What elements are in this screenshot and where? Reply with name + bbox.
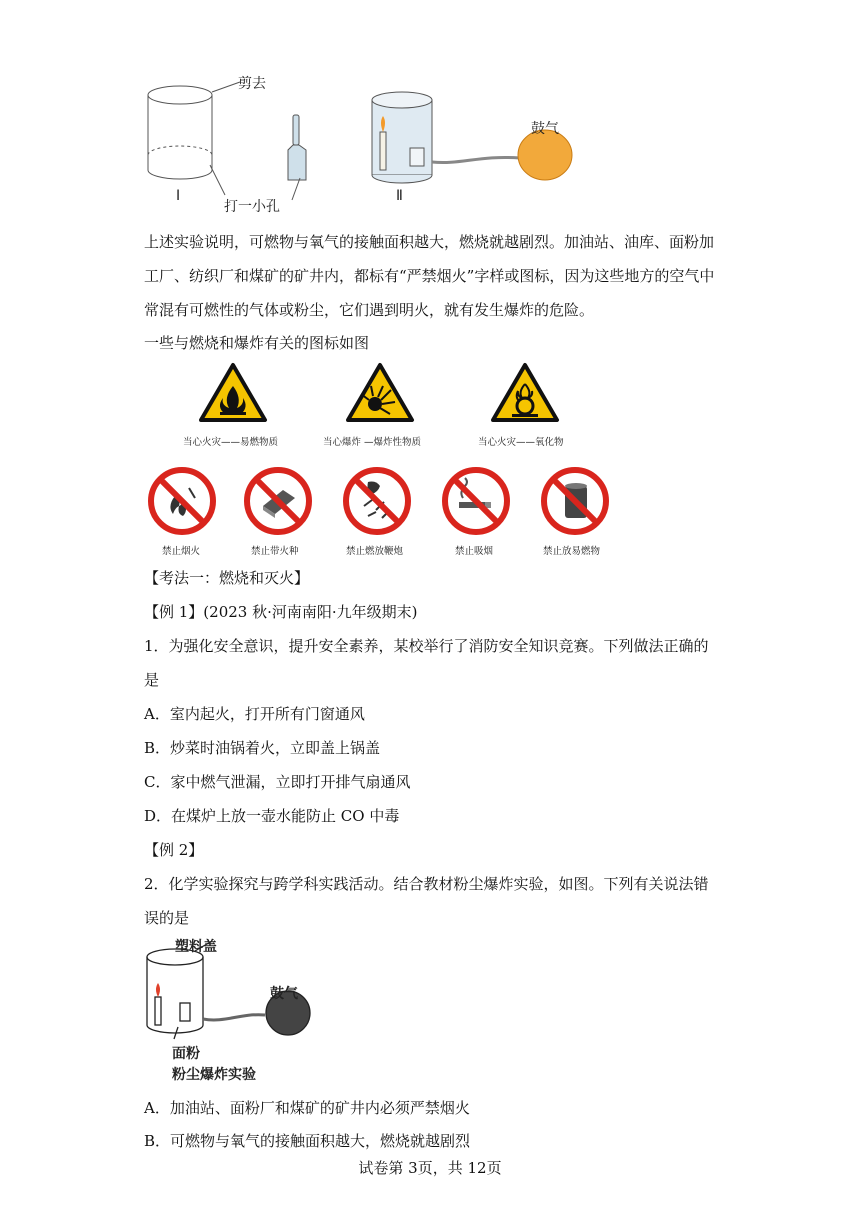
dust-explosion-figure xyxy=(140,935,330,1075)
label-i: Ⅰ xyxy=(176,188,181,204)
label-blow: 鼓气 xyxy=(531,121,559,137)
experiment-figure-1 xyxy=(140,70,600,215)
no-matches-icon xyxy=(243,466,313,536)
label-cut: 剪去 xyxy=(238,76,266,92)
no-smoking-icon xyxy=(441,466,511,536)
example1-option-c: C．家中燃气泄漏，立即打开排气扇通风 xyxy=(144,773,411,791)
prohibit-caption-3: 禁止燃放鞭炮 xyxy=(346,546,404,557)
dust-explosion-caption: 粉尘爆炸实验 xyxy=(172,1067,256,1083)
example1-option-a: A．室内起火，打开所有门窗通风 xyxy=(144,705,365,723)
label-plastic-lid: 塑料盖 xyxy=(175,939,217,955)
warning-sign-explosive xyxy=(345,362,415,428)
cut-bottle xyxy=(288,115,306,200)
label-hole: 打一小孔 xyxy=(224,199,280,215)
example1-option-b: B．炒菜时油锅着火，立即盖上锅盖 xyxy=(144,739,381,757)
label-flour: 面粉 xyxy=(172,1046,200,1062)
example1-question-line2: 是 xyxy=(144,671,160,689)
example2-option-a: A．加油站、面粉厂和煤矿的矿井内必须严禁烟火 xyxy=(144,1099,470,1117)
no-flammables-icon xyxy=(540,466,610,536)
example2-header: 【例 2】 xyxy=(144,841,204,859)
example1-option-d: D．在煤炉上放一壶水能防止 CO 中毒 xyxy=(144,807,400,825)
warning-sign-oxidizer xyxy=(490,362,560,428)
no-fire-icon xyxy=(147,466,217,536)
apparatus-drawing xyxy=(140,70,600,215)
example2-option-b: B．可燃物与氧气的接触面积越大，燃烧就越剧烈 xyxy=(144,1132,471,1150)
flammable-icon xyxy=(198,362,268,424)
dust-explosion-apparatus xyxy=(140,935,330,1045)
prohibit-caption-5: 禁止放易燃物 xyxy=(543,546,601,557)
section-title: 【考法一：燃烧和灭火】 xyxy=(144,569,310,587)
warning-sign-flammable xyxy=(198,362,268,428)
prohibit-sign-firecrackers xyxy=(342,466,412,540)
oxidizer-icon xyxy=(490,362,560,424)
example2-question-line2: 误的是 xyxy=(144,909,190,927)
page-footer: 试卷第 3页，共 12页 xyxy=(358,1159,502,1177)
prohibit-sign-fire xyxy=(147,466,217,540)
signs-intro: 一些与燃烧和爆炸有关的图标如图 xyxy=(144,334,370,352)
example2-question-line1: 2．化学实验探究与跨学科实践活动。结合教材粉尘爆炸实验，如图。下列有关说法错 xyxy=(144,875,709,893)
warning-caption-3: 当心火灾——氧化物 xyxy=(478,437,564,448)
warning-caption-1: 当心火灾——易燃物质 xyxy=(183,437,279,448)
prohibit-sign-smoking xyxy=(441,466,511,540)
prohibit-caption-1: 禁止烟火 xyxy=(162,546,201,557)
prohibit-sign-flammables xyxy=(540,466,610,540)
example1-question-line1: 1．为强化安全意识，提升安全素养，某校举行了消防安全知识竞赛。下列做法正确的 xyxy=(144,637,709,655)
example1-header: 【例 1】(2023 秋·河南南阳·九年级期末) xyxy=(144,603,418,621)
label-ii: Ⅱ xyxy=(396,188,403,204)
label-blow-2: 鼓气 xyxy=(270,986,298,1002)
warning-caption-2: 当心爆炸 —爆炸性物质 xyxy=(323,437,422,448)
prohibit-sign-matches xyxy=(243,466,313,540)
cylinder-i xyxy=(148,82,240,195)
prohibit-caption-4: 禁止吸烟 xyxy=(455,546,494,557)
prohibit-caption-2: 禁止带火种 xyxy=(251,546,299,557)
explosive-icon xyxy=(345,362,415,424)
intro-paragraph: 上述实验说明，可燃物与氧气的接触面积越大，燃烧就越剧烈。加油站、油库、面粉加工厂、纺织厂和煤矿的矿井内，都标有“严禁烟火”字样或图标，因为这些地方的空气中常混有可燃性的气体或粉尘，它们遇到明火，就有发生爆炸的危险。 xyxy=(144,233,715,319)
no-firecrackers-icon xyxy=(342,466,412,536)
